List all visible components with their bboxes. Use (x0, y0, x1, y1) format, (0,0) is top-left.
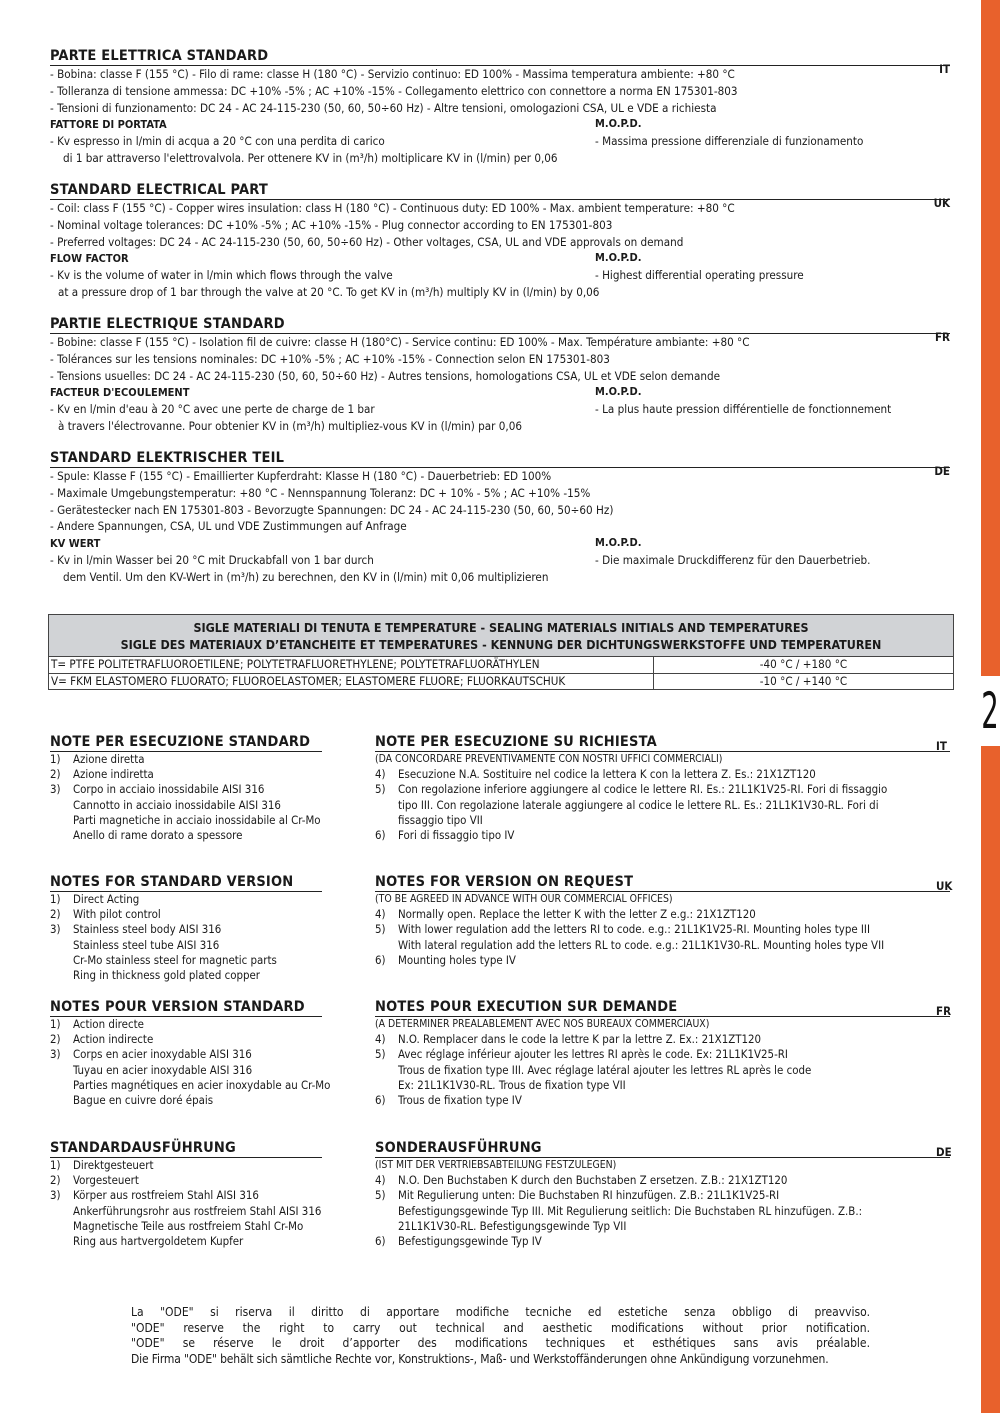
mopd-title: M.O.P.D. (595, 536, 642, 550)
note-text: With lateral regulation add the letters RL to code. e.g.: 21L1K1V30-RL. Mounting holes type VII (398, 937, 885, 952)
note-text: (DA CONCORDARE PREVENTIVAMENTE CON NOSTRI UFFICI COMMERCIALI) (375, 753, 723, 765)
note-number: 2) (50, 767, 61, 782)
note-number: 4) (375, 1173, 386, 1188)
notes-title: NOTE PER ESECUZIONE STANDARD (50, 734, 311, 750)
notes-request-column (375, 998, 950, 1108)
note-text: N.O. Den Buchstaben K durch den Buchstaben Z ersetzen. Z.B.: 21X1ZT120 (398, 1173, 788, 1188)
table-header (49, 615, 953, 657)
note-text: (IST MIT DER VERTRIEBSABTEILUNG FESTZULEGEN) (375, 1159, 617, 1171)
notes-standard-column (50, 998, 331, 1108)
note-item (50, 1188, 322, 1203)
material-cell: T= PTFE POLITETRAFLUOROETILENE; POLYTETRAFLUORETHYLENE; POLYTETRAFLUORÄTHYLEN (49, 657, 654, 673)
footer-line-it: La "ODE" si riserva il diritto di apportare modifiche tecniche ed estetiche senza obbligo di preavviso. (131, 1305, 870, 1319)
note-item (375, 1017, 950, 1032)
footer-line-fr: "ODE" se réserve le droit d’apporter des modifications techniques et esthétiques sans avis préalable. (131, 1336, 870, 1350)
table-header-line-2: SIGLE DES MATERIAUX D’ETANCHEITE ET TEMPERATURES - KENNUNG DER DICHTUNGSWERKSTOFFE UND TEMPERATUREN (120, 637, 882, 652)
note-number: 4) (375, 907, 386, 922)
note-item (375, 1219, 950, 1234)
lang-code: UK (933, 196, 950, 210)
notes-standard-column (50, 733, 322, 843)
note-text: N.O. Remplacer dans le code la lettre K par la lettre Z. Ex.: 21X1ZT120 (398, 1032, 762, 1047)
note-item (375, 828, 950, 843)
notes-title: SONDERAUSFÜHRUNG (375, 1140, 542, 1156)
footer-line-uk: "ODE" reserve the right to carry out technical and aesthetic modifications without prior notification. (131, 1320, 870, 1335)
note-item (50, 782, 322, 797)
note-text: Befestigungsgewinde Typ IV (398, 1234, 542, 1249)
note-text: Azione diretta (73, 752, 145, 766)
electrical-section-uk (50, 181, 950, 301)
note-text: Fori di fissaggio tipo IV (398, 828, 515, 843)
lang-code: FR (934, 330, 950, 344)
note-item (375, 1173, 950, 1188)
mopd-title: M.O.P.D. (595, 385, 642, 399)
note-text: With lower regulation add the letters RI to code. e.g.: 21L1K1V25-RI. Mounting holes type III (398, 922, 870, 937)
note-number: 3) (50, 782, 61, 797)
notes-lang-code: FR (936, 1004, 952, 1018)
note-item (50, 752, 322, 767)
note-item (50, 1204, 322, 1219)
note-text: tipo III. Con regolazione laterale aggiungere al codice le lettere RL. Es.: 21L1K1V30-RL. Fori di (398, 797, 879, 812)
note-item (50, 798, 322, 813)
notes-title: STANDARDAUSFÜHRUNG (50, 1140, 236, 1156)
flow-factor-text: - Kv espresso in l/min di acqua a 20 °C con una perdita di carico (50, 134, 385, 149)
note-text: Ex: 21L1K1V30-RL. Trous de fixation type VII (398, 1077, 626, 1092)
note-item (375, 752, 950, 767)
note-text: Esecuzione N.A. Sostituire nel codice la lettera K con la lettera Z. Es.: 21X1ZT120 (398, 767, 816, 782)
temperature-cell: -40 °C / +180 °C (759, 657, 848, 671)
section-title: STANDARD ELECTRICAL PART (50, 182, 268, 198)
note-text: Körper aus rostfreiem Stahl AISI 316 (73, 1188, 259, 1203)
note-item (50, 828, 322, 843)
note-item (375, 798, 950, 813)
table-row (49, 657, 953, 674)
note-item (50, 922, 322, 937)
note-number: 1) (50, 1158, 61, 1172)
notes-title: NOTE PER ESECUZIONE SU RICHIESTA (375, 734, 657, 750)
note-number: 3) (50, 922, 61, 937)
note-item (375, 922, 950, 937)
note-text: Befestigungsgewinde Typ III. Mit Regulierung seitlich: Die Buchstaben RL hinzufügen. Z.B.: (398, 1203, 863, 1218)
note-text: Stainless steel tube AISI 316 (73, 937, 220, 952)
section-title: STANDARD ELEKTRISCHER TEIL (50, 450, 285, 466)
spec-line: - Spule: Klasse F (155 °C) - Emaillierter Kupferdraht: Klasse H (180 °C) - Dauerbetrieb: ED 100% (50, 469, 552, 483)
flow-factor-text-2: à travers l'électrovanne. Pour obtenier KV in (m³/h) multipliez-vous KV in (l/min) par 0,06 (58, 418, 522, 433)
flow-factor-text-2: at a pressure drop of 1 bar through the valve at 20 °C. To get KV in (m³/h) multiply KV in (l/min) by 0,06 (58, 284, 600, 299)
mopd-title: M.O.P.D. (595, 117, 642, 131)
note-text: Trous de fixation type III. Avec réglage latéral ajouter les lettres RL après le code (398, 1062, 812, 1077)
note-item (50, 1173, 322, 1188)
table-row (49, 674, 953, 690)
note-text: Mounting holes type IV (398, 952, 516, 967)
note-number: 3) (50, 1047, 61, 1062)
spec-line: - Gerätestecker nach EN 175301-803 - Bevorzugte Spannungen: DC 24 - AC 24-115-230 (50, 60, 50÷60 Hz) (50, 502, 614, 517)
note-number: 2) (50, 1173, 61, 1188)
note-item (50, 1047, 322, 1062)
spec-line: - Preferred voltages: DC 24 - AC 24-115-230 (50, 60, 50÷60 Hz) - Other voltages, CSA, UL and VDE approvals on demand (50, 234, 684, 249)
note-item (50, 968, 322, 983)
mopd-text: - Die maximale Druckdifferenz für den Dauerbetrieb. (595, 552, 871, 567)
note-text: Corpo in acciaio inossidabile AISI 316 (73, 782, 265, 797)
note-text: Vorgesteuert (73, 1173, 139, 1188)
spec-line: - Andere Spannungen, CSA, UL und VDE Zustimmungen auf Anfrage (50, 519, 407, 534)
note-item (50, 907, 322, 922)
note-item (375, 1047, 950, 1062)
note-text: 21L1K1V30-RL. Befestigungsgewinde Typ VII (398, 1218, 627, 1233)
note-item (375, 907, 950, 922)
section-title: PARTIE ELECTRIQUE STANDARD (50, 316, 285, 332)
note-item (50, 1077, 331, 1093)
note-text: Ring aus hartvergoldetem Kupfer (73, 1234, 244, 1249)
spec-line: - Tolleranza di tensione ammessa: DC +10% -5% ; AC +10% -15% - Collegamento elettrico con connettore a norma EN 175301-803 (50, 83, 738, 98)
note-text: (TO BE AGREED IN ADVANCE WITH OUR COMMERCIAL OFFICES) (375, 893, 673, 905)
note-text: Stainless steel body AISI 316 (73, 922, 222, 937)
spec-line: - Tensioni di funzionamento: DC 24 - AC 24-115-230 (50, 60, 50÷60 Hz) - Altre tensioni, omologazioni CSA, UL e VDE a richiesta (50, 100, 717, 115)
note-text: Normally open. Replace the letter K with the letter Z e.g.: 21X1ZT120 (398, 907, 756, 922)
electrical-section-de (50, 449, 950, 586)
note-item (50, 938, 322, 953)
note-number: 5) (375, 782, 386, 797)
note-number: 5) (375, 1047, 386, 1062)
mopd-text: - Highest differential operating pressure (595, 268, 804, 283)
spec-line: - Nominal voltage tolerances: DC +10% -5% ; AC +10% -15% - Plug connector according to EN 175301-803 (50, 217, 613, 232)
lang-code: IT (939, 62, 950, 76)
footer-line-de: Die Firma "ODE" behält sich sämtliche Rechte vor, Konstruktions-, Maß- und Werkstoffänderungen ohne Ankündigung vorzunehmen. (131, 1351, 829, 1366)
note-item (50, 1017, 322, 1032)
material-cell: V= FKM ELASTOMERO FLUORATO; FLUOROELASTOMER; ELASTOMERE FLUORE; FLUORKAUTSCHUK (49, 674, 654, 690)
note-number: 1) (50, 1017, 61, 1031)
mopd-text: - Massima pressione differenziale di funzionamento (595, 134, 864, 149)
spec-line: - Maximale Umgebungstemperatur: +80 °C - Nennspannung Toleranz: DC + 10% - 5% ; AC +10% -15% (50, 485, 591, 500)
note-item (375, 1158, 950, 1173)
note-item (375, 1063, 950, 1078)
flow-factor-text: - Kv is the volume of water in l/min which flows through the valve (50, 268, 393, 283)
note-number: 4) (375, 1032, 386, 1047)
note-text: Action indirecte (73, 1032, 154, 1047)
flow-factor-text-2: dem Ventil. Um den KV-Wert in (m³/h) zu berechnen, den KV in (l/min) mit 0,06 multiplizieren (63, 569, 549, 584)
notes-lang-code: IT (936, 739, 947, 753)
flow-factor-title: FACTEUR D'ECOULEMENT (50, 386, 190, 400)
note-text: Anello di rame dorato a spessore (73, 828, 243, 843)
flow-factor-text: - Kv in l/min Wasser bei 20 °C mit Druckabfall von 1 bar durch (50, 552, 374, 567)
table-header-line-1: SIGLE MATERIALI DI TENUTA E TEMPERATURE - SEALING MATERIALS INITIALS AND TEMPERATURES (193, 620, 809, 635)
flow-factor-title: KV WERT (50, 537, 101, 551)
note-item (375, 782, 950, 797)
note-number: 5) (375, 922, 386, 937)
note-item (50, 1234, 322, 1249)
note-item (50, 767, 322, 782)
note-number: 4) (375, 767, 386, 782)
spec-line: - Tensions usuelles: DC 24 - AC 24-115-230 (50, 60, 50÷60 Hz) - Autres tensions, homologations CSA, UL et VDE selon demande (50, 368, 721, 383)
temperature-cell: -10 °C / +140 °C (759, 673, 848, 688)
notes-standard-column (50, 873, 322, 983)
note-text: With pilot control (73, 907, 161, 922)
note-item (50, 1093, 322, 1108)
note-text: (A DETERMINER PREALABLEMENT AVEC NOS BUREAUX COMMERCIAUX) (375, 1018, 710, 1030)
note-number: 1) (50, 752, 61, 766)
note-text: Mit Regulierung unten: Die Buchstaben RI hinzufügen. Z.B.: 21L1K1V25-RI (398, 1188, 780, 1203)
note-number: 6) (375, 952, 386, 967)
note-text: Ring in thickness gold plated copper (73, 968, 261, 983)
note-number: 3) (50, 1188, 61, 1203)
note-item (50, 953, 322, 968)
electrical-section-fr (50, 315, 950, 435)
electrical-section-it (50, 47, 950, 167)
note-text: Bague en cuivre doré épais (73, 1093, 214, 1108)
page-number: 2 (980, 676, 1000, 746)
note-number: 2) (50, 907, 61, 922)
notes-request-column (375, 1139, 950, 1249)
note-text: Ankerführungsrohr aus rostfreiem Stahl AISI 316 (73, 1203, 322, 1218)
spec-line: - Bobina: classe F (155 °C) - Filo di rame: classe H (180 °C) - Servizio continuo: ED 100% - Massima temperatura ambiente: +80 °C (50, 67, 735, 81)
notes-request-column (375, 733, 950, 843)
notes-title: NOTES POUR EXECUTION SUR DEMANDE (375, 999, 678, 1015)
note-item (50, 1063, 322, 1078)
note-number: 1) (50, 892, 61, 906)
note-item (50, 1032, 322, 1047)
note-text: Corps en acier inoxydable AISI 316 (73, 1047, 252, 1062)
spec-line: - Tolérances sur les tensions nominales: DC +10% -5% ; AC +10% -15% - Connection selon EN 175301-803 (50, 351, 610, 366)
note-item (375, 953, 950, 968)
notes-lang-code: DE (936, 1145, 952, 1159)
note-item (375, 892, 950, 907)
note-item (375, 938, 950, 953)
note-item (50, 892, 322, 907)
note-number: 6) (375, 1093, 386, 1108)
note-text: Direktgesteuert (73, 1158, 154, 1172)
note-number: 6) (375, 1234, 386, 1249)
spec-line: - Coil: class F (155 °C) - Copper wires insulation: class H (180 °C) - Continuous duty: ED 100% - Max. ambient temperature: +80 °C (50, 201, 735, 215)
flow-factor-title: FATTORE DI PORTATA (50, 118, 167, 132)
note-text: Direct Acting (73, 892, 140, 906)
note-text: Parties magnétiques en acier inoxydable au Cr-Mo (73, 1077, 331, 1092)
footer-disclaimer (131, 1305, 870, 1367)
note-item (375, 1234, 950, 1249)
note-item (375, 767, 950, 782)
notes-title: NOTES FOR STANDARD VERSION (50, 874, 294, 890)
notes-request-column (375, 873, 953, 968)
note-item (375, 1204, 950, 1219)
note-text: Avec réglage inférieur ajouter les lettres RI après le code. Ex: 21L1K1V25-RI (398, 1047, 788, 1062)
note-text: Parti magnetiche in acciaio inossidabile al Cr-Mo (73, 812, 321, 827)
notes-title: NOTES POUR VERSION STANDARD (50, 999, 305, 1015)
note-text: Action directe (73, 1017, 144, 1031)
notes-lang-code: UK (936, 879, 953, 893)
note-text: Azione indiretta (73, 767, 154, 782)
note-number: 6) (375, 828, 386, 843)
flow-factor-text: - Kv en l/min d'eau à 20 °C avec une perte de charge de 1 bar (50, 402, 375, 417)
notes-standard-column (50, 1139, 322, 1249)
note-text: Tuyau en acier inoxydable AISI 316 (73, 1062, 253, 1077)
note-item (50, 1158, 322, 1173)
note-item (50, 813, 322, 828)
note-item (375, 1188, 950, 1203)
note-text: Cr-Mo stainless steel for magnetic parts (73, 952, 277, 967)
section-title: PARTE ELETTRICA STANDARD (50, 48, 269, 64)
note-text: Trous de fixation type IV (398, 1093, 522, 1108)
mopd-text: - La plus haute pression différentielle de fonctionnement (595, 402, 892, 417)
note-text: Cannotto in acciaio inossidabile AISI 316 (73, 797, 281, 812)
note-item (50, 1219, 322, 1234)
note-item (375, 1093, 950, 1108)
mopd-title: M.O.P.D. (595, 251, 642, 265)
note-item (375, 1078, 950, 1093)
note-item (375, 1032, 950, 1047)
sealing-materials-table (48, 614, 954, 690)
notes-title: NOTES FOR VERSION ON REQUEST (375, 874, 634, 890)
note-item (375, 813, 950, 828)
spec-line: - Bobine: classe F (155 °C) - Isolation fil de cuivre: classe H (180°C) - Service continu: ED 100% - Max. Température ambiante: +80 °C (50, 335, 750, 349)
note-text: fissaggio tipo VII (398, 812, 483, 827)
lang-code: DE (934, 464, 950, 478)
flow-factor-title: FLOW FACTOR (50, 252, 129, 266)
note-number: 2) (50, 1032, 61, 1047)
note-text: Con regolazione inferiore aggiungere al codice le lettere RI. Es.: 21L1K1V25-RI. Fori di fissaggio (398, 782, 888, 797)
flow-factor-text-2: di 1 bar attraverso l'elettrovalvola. Per ottenere KV in (m³/h) moltiplicare KV in (l/min) per 0,06 (63, 150, 558, 165)
note-number: 5) (375, 1188, 386, 1203)
note-text: Magnetische Teile aus rostfreiem Stahl Cr-Mo (73, 1218, 304, 1233)
